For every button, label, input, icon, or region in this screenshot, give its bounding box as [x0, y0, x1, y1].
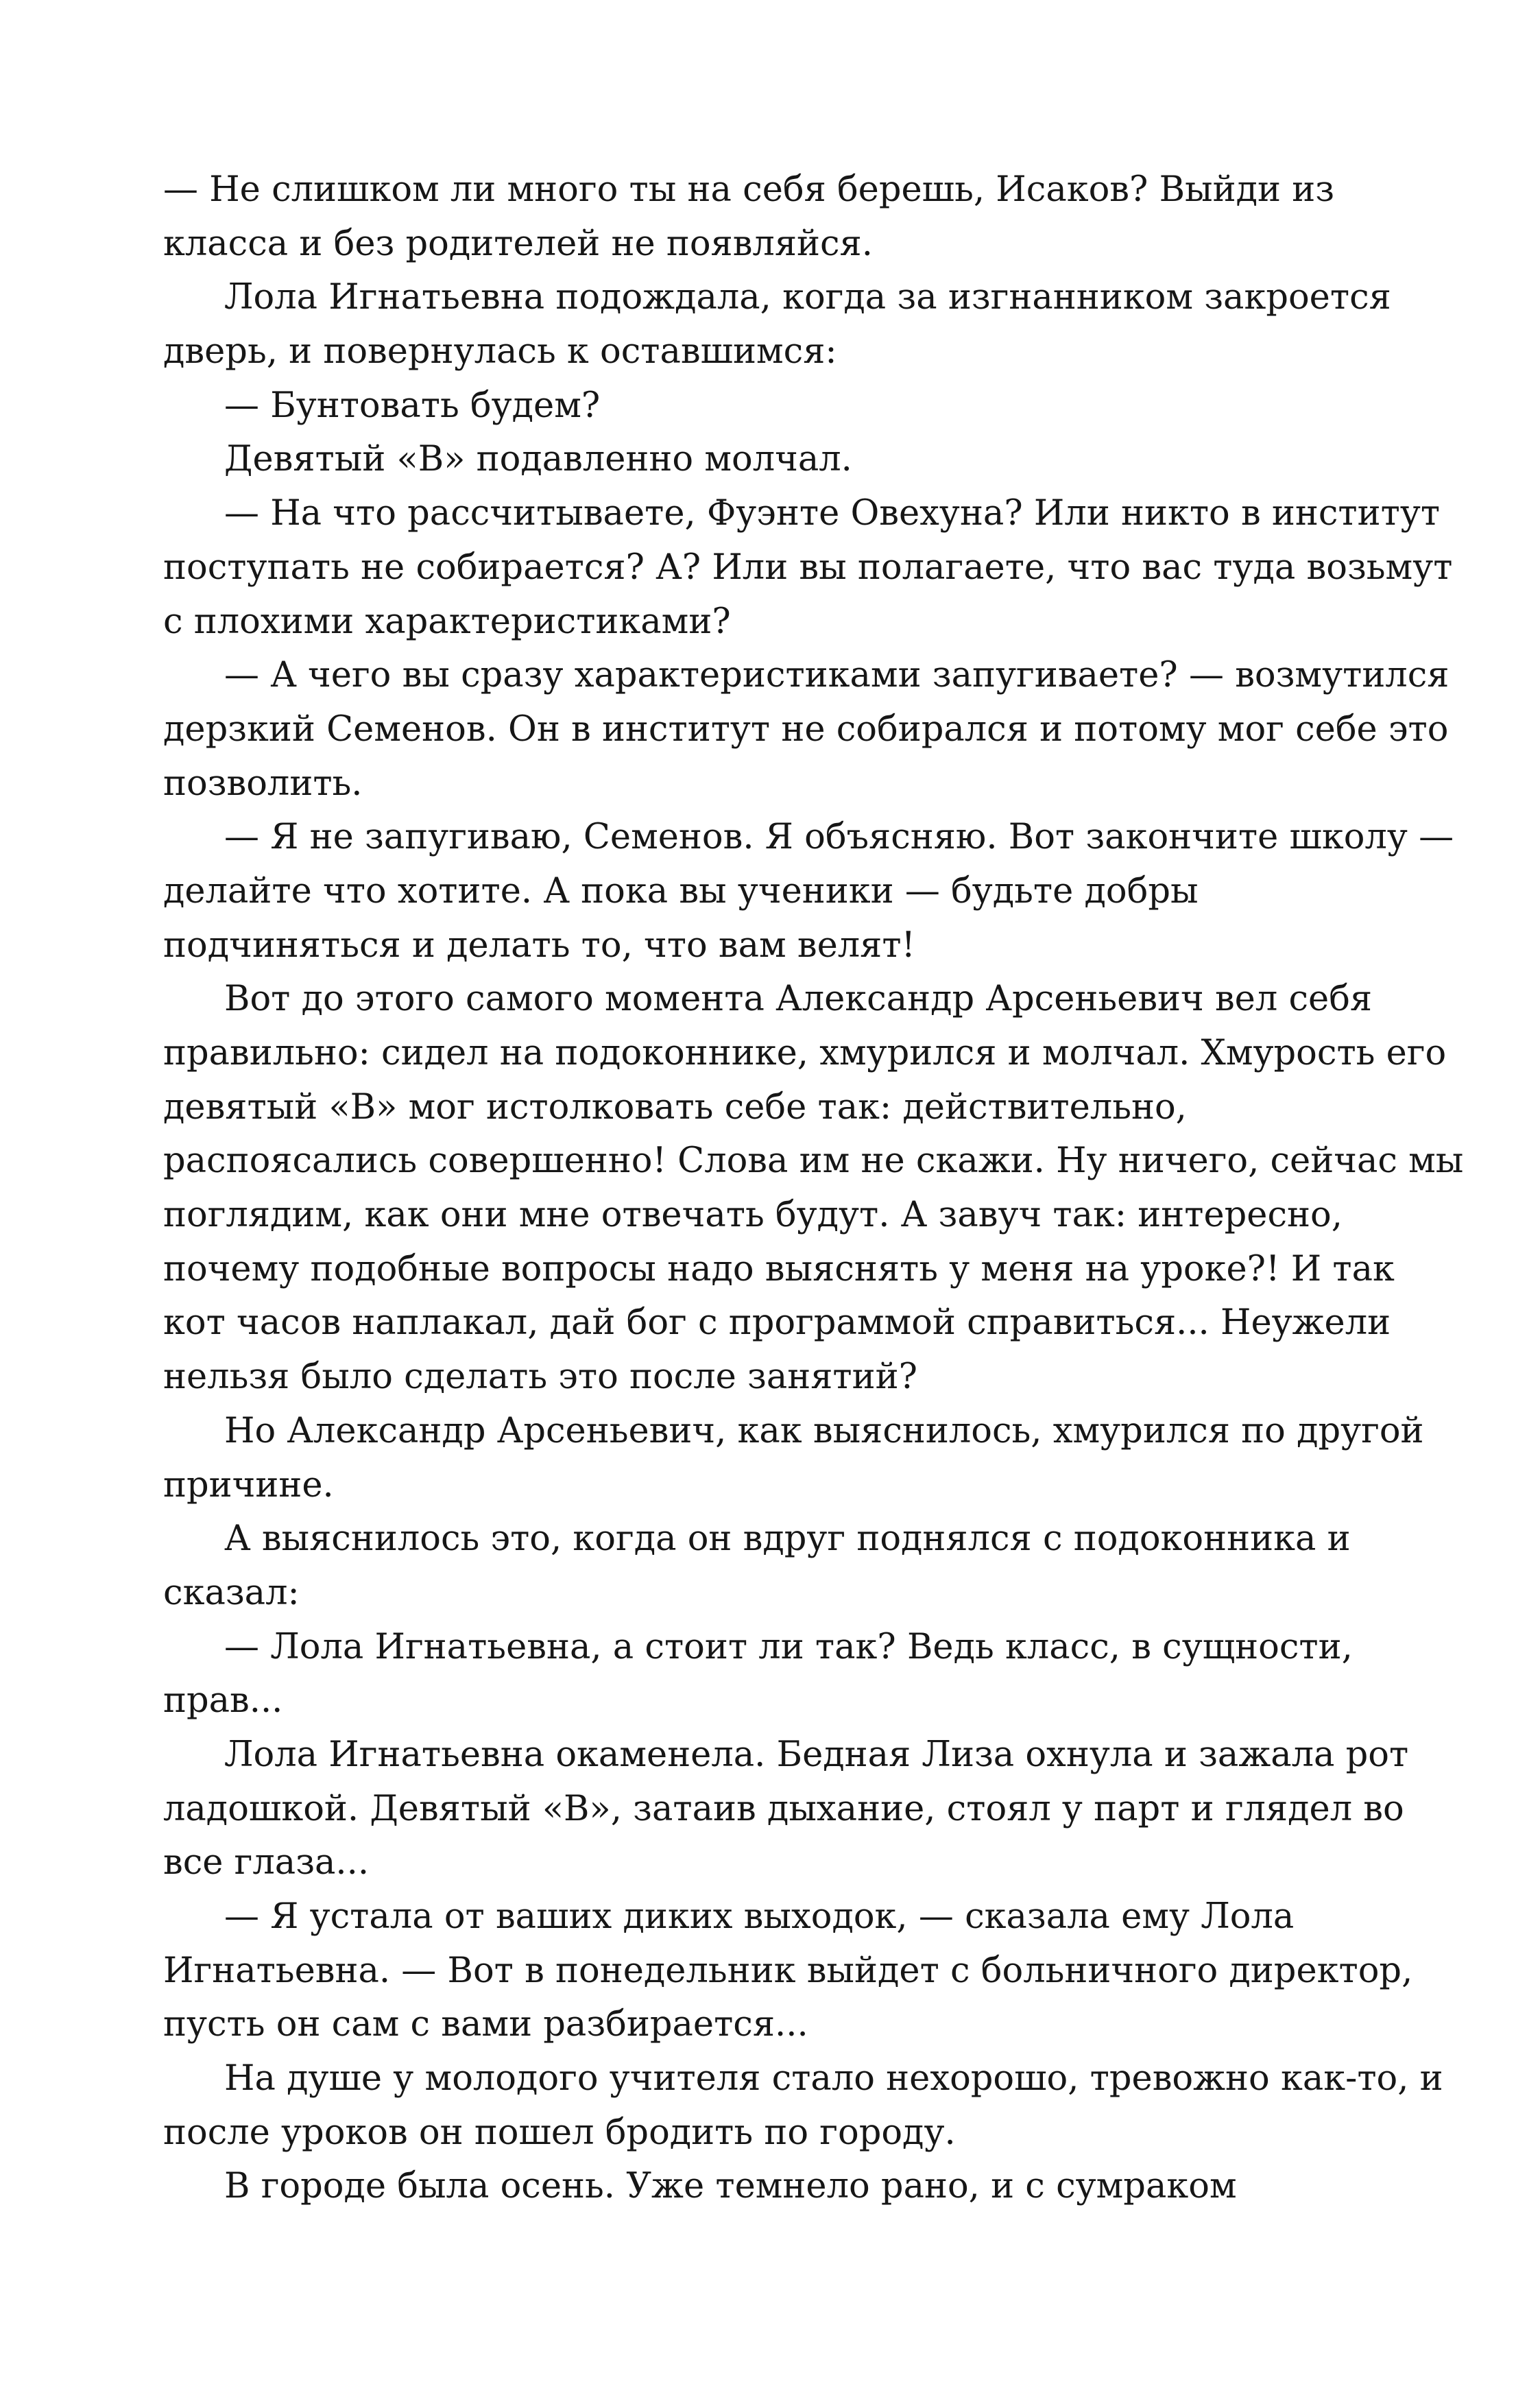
text-line: ладошкой. Девятый «В», затаив дыхание, стоял у парт и глядел во — [163, 1788, 1404, 1829]
text-line: все глаза... — [163, 1842, 370, 1883]
text-line: А выяснилось это, когда он вдруг поднялся с подоконника и — [224, 1518, 1351, 1560]
text-line: — Я устала от ваших диких выходок, — сказала ему Лола — [224, 1896, 1295, 1937]
text-line: дерзкий Семенов. Он в институт не собирался и потому мог себе это — [163, 708, 1449, 750]
text-line: Лола Игнатьевна подождала, когда за изгнанником закроется — [224, 277, 1391, 318]
text-line: почему подобные вопросы надо выяснять у меня на уроке?! И так — [163, 1248, 1395, 1289]
text-line: — Бунтовать будем? — [224, 385, 601, 426]
text-line: кот часов наплакал, дай бог с программой справиться... Неужели — [163, 1302, 1391, 1344]
text-line: девятый «В» мог истолковать себе так: действительно, — [163, 1086, 1187, 1128]
text-line: — Не слишком ли много ты на себя берешь, Исаков? Выйди из — [163, 169, 1335, 210]
text-line: правильно: сидел на подоконнике, хмурился и молчал. Хмурость его — [163, 1033, 1447, 1073]
text-line: Лола Игнатьевна окаменела. Бедная Лиза охнула и зажала рот — [224, 1734, 1409, 1775]
text-line: подчиняться и делать то, что вам велят! — [163, 925, 916, 966]
text-line: позволить. — [163, 763, 363, 804]
text-line: — Лола Игнатьевна, а стоит ли так? Ведь класс, в сущности, — [224, 1626, 1353, 1667]
text-line: распоясались совершенно! Слова им не скажи. Ну ничего, сейчас мы — [163, 1141, 1464, 1182]
text-line: В городе была осень. Уже темнело рано, и с сумраком — [224, 2166, 1237, 2207]
text-line: прав... — [163, 1680, 283, 1722]
text-line: пусть он сам с вами разбирается... — [163, 2004, 808, 2045]
text-line: Девятый «В» подавленно молчал. — [224, 439, 852, 480]
text-line: с плохими характеристиками? — [163, 601, 731, 642]
text-line: — А чего вы сразу характеристиками запугиваете? — возмутился — [224, 655, 1449, 696]
text-line: делайте что хотите. А пока вы ученики — будьте добры — [163, 870, 1199, 912]
text-line: Вот до этого самого момента Александр Арсеньевич вел себя — [224, 979, 1373, 1020]
text-line: класса и без родителей не появляйся. — [163, 223, 873, 264]
body-text — [163, 163, 1464, 2214]
text-line: Но Александр Арсеньевич, как выяснилось, хмурился по другой — [224, 1410, 1424, 1451]
text-line: поглядим, как они мне отвечать будут. А завуч так: интересно, — [163, 1195, 1343, 1236]
text-line: — Я не запугиваю, Семенов. Я объясняю. Вот закончите школу — — [224, 817, 1454, 858]
book-page — [163, 163, 1464, 2214]
text-line: причине. — [163, 1464, 334, 1505]
text-line: поступать не собирается? А? Или вы полагаете, что вас туда возьмут — [163, 547, 1453, 588]
text-line: — На что рассчитываете, Фуэнте Овехуна? Или никто в институт — [224, 493, 1441, 534]
text-line: Игнатьевна. — Вот в понедельник выйдет с больничного директор, — [163, 1950, 1413, 1991]
text-line: нельзя было сделать это после занятий? — [163, 1357, 917, 1398]
text-line: дверь, и повернулась к оставшимся: — [163, 331, 837, 372]
text-line: На душе у молодого учителя стало нехорошо, тревожно как-то, и — [224, 2058, 1443, 2099]
text-line: сказал: — [163, 1572, 300, 1613]
text-line: после уроков он пошел бродить по городу. — [163, 2112, 956, 2153]
